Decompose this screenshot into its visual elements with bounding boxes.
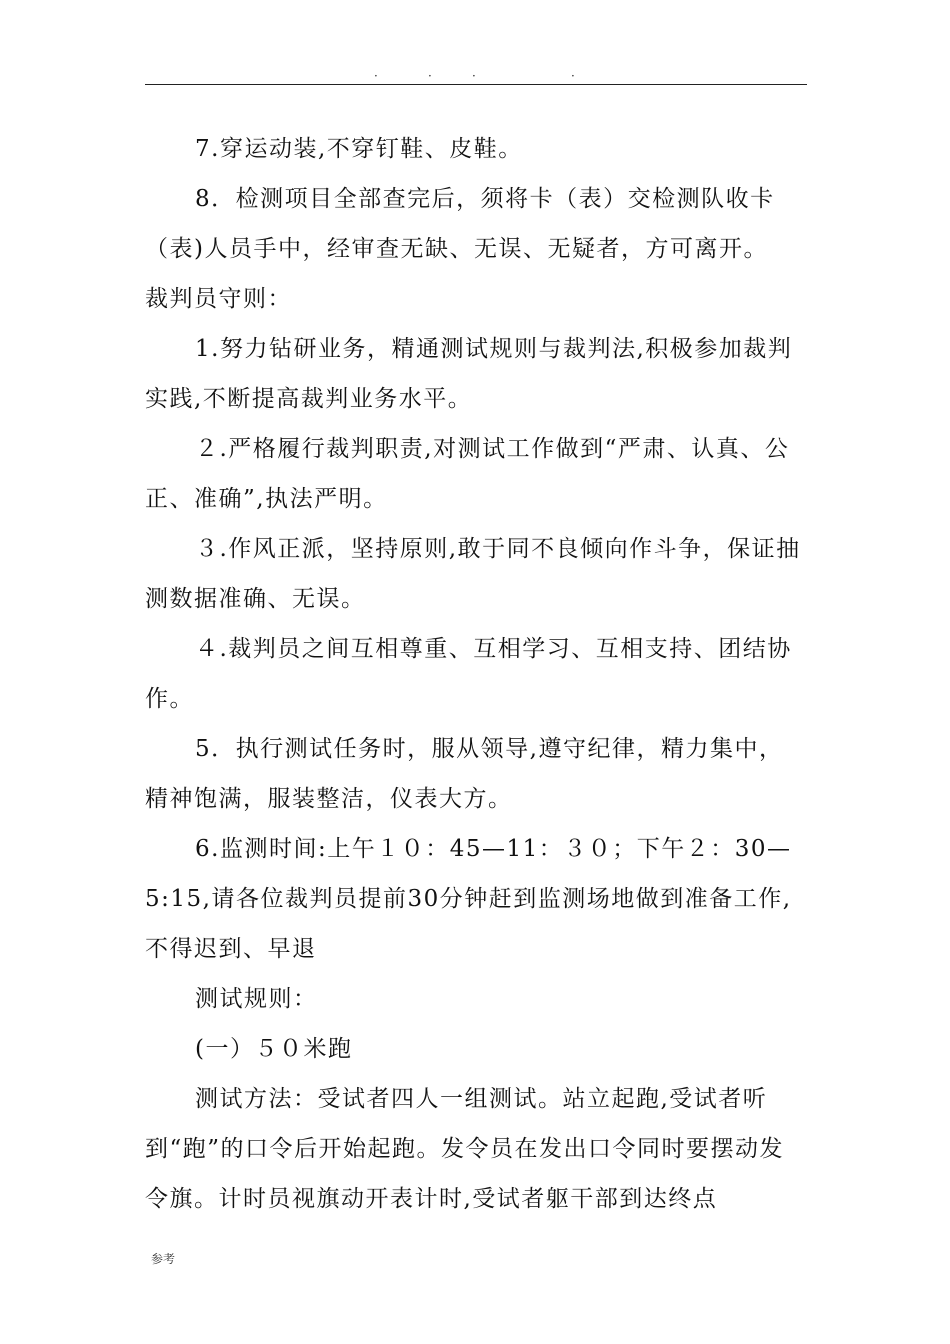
paragraph: ４.裁判员之间互相尊重、互相学习、互相支持、团结协作。 (145, 636, 792, 712)
section-heading: 测试规则： (195, 986, 318, 1012)
section-heading: 裁判员守则： (145, 286, 292, 312)
footer-label: 参考 (151, 1252, 176, 1266)
header-dot: · (428, 69, 432, 83)
paragraph: 5．执行测试任务时，服从领导,遵守纪律，精力集中，精神饱满，服装整洁，仪表大方。 (145, 736, 784, 812)
header-dot: · (472, 69, 476, 83)
header-dots (145, 70, 807, 82)
header-dot: · (571, 69, 575, 83)
subsection-heading: (一）５０米跑 (195, 1036, 353, 1062)
paragraph: 测试方法：受试者四人一组测试。站立起跑,受试者听到“跑”的口令后开始起跑。发令员在发出口令同时要摆动发令旗。计时员视旗动开表计时,受试者躯干部到达终点 (145, 1086, 785, 1212)
document-body (145, 124, 807, 1224)
paragraph: 7.穿运动装,不穿钉鞋、皮鞋。 (195, 136, 523, 162)
paragraph: ３.作风正派，坚持原则,敢于同不良倾向作斗争，保证抽测数据准确、无误。 (145, 536, 801, 612)
header-dot: · (374, 69, 378, 83)
paragraph: 1.努力钻研业务，精通测试规则与裁判法,积极参加裁判实践,不断提高裁判业务水平。 (145, 336, 793, 412)
paragraph: 8．检测项目全部查完后，须将卡（表）交检测队收卡（表)人员手中，经审查无缺、无误、无疑者，方可离开。 (145, 186, 775, 262)
header-rule (145, 84, 807, 85)
paragraph: 6.监测时间:上午１０：45—11：３０；下午２：30—5:15,请各位裁判员提前30分钟赶到监测场地做到准备工作,不得迟到、早退 (145, 836, 792, 962)
paragraph: ２.严格履行裁判职责,对测试工作做到“严肃、认真、公正、准确”,执法严明。 (145, 436, 790, 512)
